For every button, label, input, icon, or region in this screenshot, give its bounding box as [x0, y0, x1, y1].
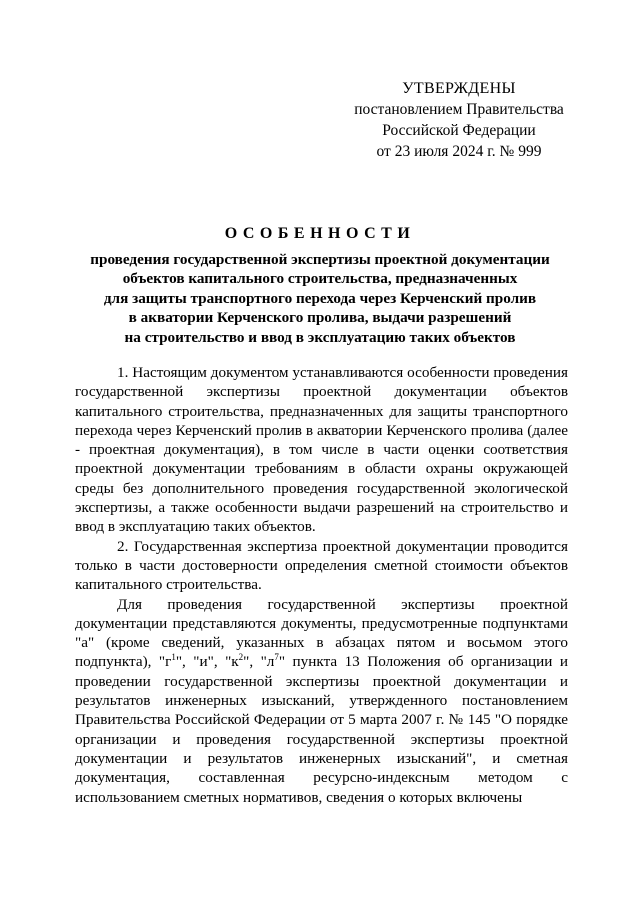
document-body — [75, 363, 568, 807]
subtitle-line: объектов капитального строительства, предназначенных — [122, 270, 518, 288]
superscript: 1 — [171, 652, 176, 663]
subtitle-line: для защиты транспортного перехода через Керченский пролив — [103, 289, 537, 307]
superscript: 2 — [238, 652, 244, 663]
paragraph-3-text: Для проведения государственной экспертизы проектной документации представляются документы, предусмотренные подпунктами "а" (кроме сведений, указанных в абзацах пятом и восьмом этого подпункта), "г — [75, 595, 568, 671]
subtitle-line: проведения государственной экспертизы проектной документации — [90, 251, 550, 268]
paragraph-3-text: ", "л — [243, 653, 275, 671]
subtitle-line: в акватории Керченского пролива, выдачи разрешений — [128, 309, 512, 327]
paragraph-3 — [75, 595, 568, 807]
approval-date-line: от 23 июля 2024 г. № 999 — [376, 143, 542, 160]
approval-block — [330, 78, 588, 162]
paragraph-3-text: ", "и", "к — [175, 653, 239, 671]
superscript: 7 — [274, 652, 279, 663]
approval-line: постановлением Правительства — [354, 101, 564, 118]
paragraph-1: 1. Настоящим документом устанавливаются особенности проведения государственной экспертизы проектной документации объектов капитального строительства, предназначенных для защиты транспортного перехода через Керченский пролив в акватории Керченского пролива (далее - проектная документация), в том числе в части оценки соответствия проектной документации требованиям в области охраны окружающей среды без дополнительного проведения государственной экологической экспертизы, а также особенности выдачи разрешений на строительство и ввод в эксплуатацию таких объектов. — [75, 364, 568, 536]
document-subtitle — [70, 250, 570, 347]
approval-heading: УТВЕРЖДЕНЫ — [402, 80, 516, 97]
document-title: ОСОБЕННОСТИ — [224, 225, 416, 242]
approval-line: Российской Федерации — [382, 122, 536, 139]
paragraph-2: 2. Государственная экспертиза проектной документации проводится только в части достоверности определения сметной стоимости объектов капитального строительства. — [75, 537, 568, 594]
paragraph-3-text: " пункта 13 Положения об организации и проведении государственной экспертизы проектной документации и результатов инженерных изысканий, утвержденного постановлением Правительства Российской Федерации от 5 марта 2007 г. № 145 "О порядке организации и проведения государственной экспертизы проектной документации и результатов инженерных изысканий", и сметная документация, составленная ресурсно-индексным методом с использованием сметных нормативов, сведения о которых включены — [75, 653, 568, 806]
subtitle-line: на строительство и ввод в эксплуатацию таких объектов — [124, 328, 516, 346]
